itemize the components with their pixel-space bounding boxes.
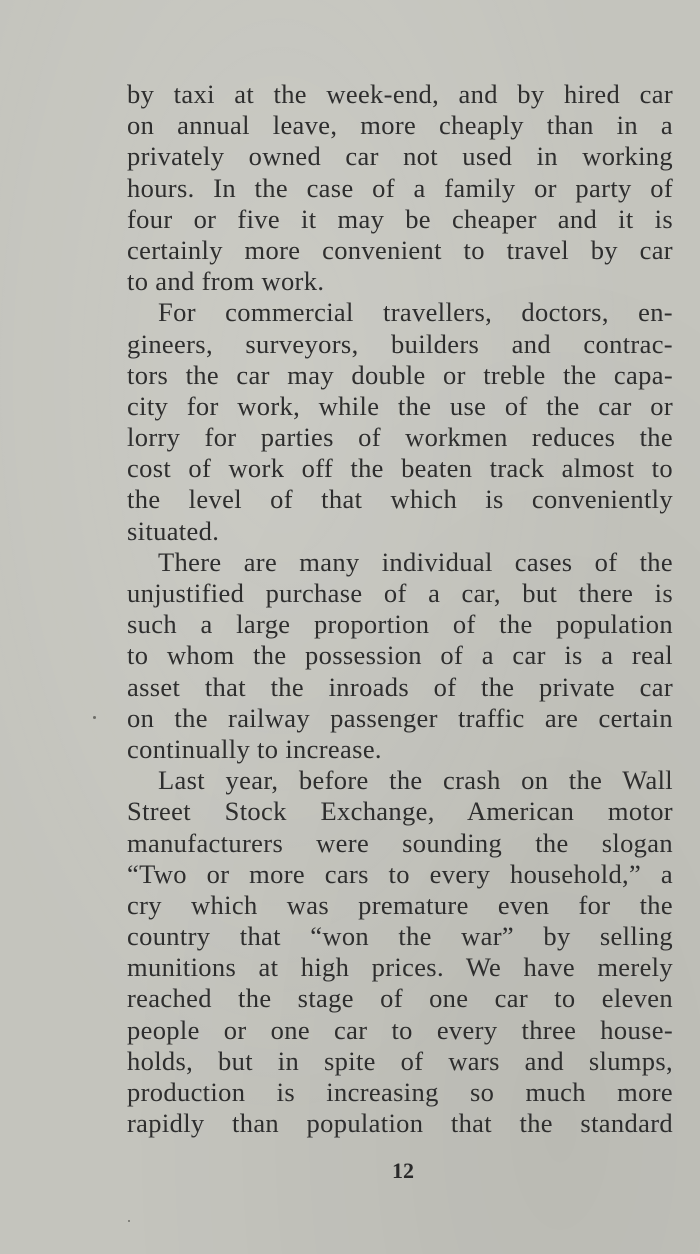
paper-speck — [93, 716, 96, 719]
text-line: tors the car may double or treble the capa- — [127, 359, 673, 390]
text-line: There are many individual cases of the — [158, 546, 673, 577]
text-line: Street Stock Exchange, American motor — [127, 796, 673, 827]
text-line: four or five it may be cheaper and it is — [127, 203, 673, 234]
text-line: the level of that which is conveniently — [127, 484, 673, 515]
text-line: gineers, surveyors, builders and contrac- — [127, 328, 673, 359]
body-text — [127, 79, 673, 1139]
text-line: cost of work off the beaten track almost to — [127, 453, 673, 484]
text-line: “Two or more cars to every household,” a — [127, 858, 673, 889]
text-line: rapidly than population that the standard — [127, 1108, 673, 1139]
paper-speck — [128, 1220, 130, 1222]
text-line: hours. In the case of a family or party of — [127, 172, 673, 203]
text-line: by taxi at the week-end, and by hired car — [127, 79, 673, 109]
paragraph-1 — [127, 79, 673, 297]
text-line: on the railway passenger traffic are certain — [127, 702, 673, 733]
text-line: lorry for parties of workmen reduces the — [127, 422, 673, 453]
text-line: privately owned car not used in working — [127, 141, 673, 172]
text-line: For commercial travellers, doctors, en- — [158, 297, 673, 328]
text-line: to and from work. — [127, 266, 325, 297]
paragraph-3 — [127, 547, 673, 765]
paragraph-4 — [127, 765, 673, 1139]
text-line: munitions at high prices. We have merely — [127, 952, 673, 983]
text-line: asset that the inroads of the private car — [127, 671, 673, 702]
text-line: reached the stage of one car to eleven — [127, 983, 673, 1014]
text-line: city for work, while the use of the car or — [127, 390, 673, 421]
text-line: holds, but in spite of wars and slumps, — [127, 1045, 673, 1076]
text-line: cry which was premature even for the — [127, 889, 673, 920]
text-line: situated. — [127, 515, 220, 546]
text-line: Last year, before the crash on the Wall — [158, 765, 673, 796]
text-line: certainly more convenient to travel by car — [127, 234, 673, 265]
text-line: people or one car to every three house- — [127, 1014, 673, 1045]
text-line: manufacturers were sounding the slogan — [127, 827, 673, 858]
text-line: unjustified purchase of a car, but there is — [127, 578, 673, 608]
text-line: to whom the possession of a car is a real — [127, 640, 673, 671]
page-number: 12 — [392, 1158, 414, 1183]
text-line: such a large proportion of the population — [127, 609, 673, 640]
text-line: on annual leave, more cheaply than in a — [127, 110, 673, 141]
paragraph-2 — [127, 297, 673, 547]
text-line: continually to increase. — [127, 733, 382, 764]
text-line: country that “won the war” by selling — [127, 921, 673, 952]
text-line: production is increasing so much more — [127, 1077, 673, 1107]
